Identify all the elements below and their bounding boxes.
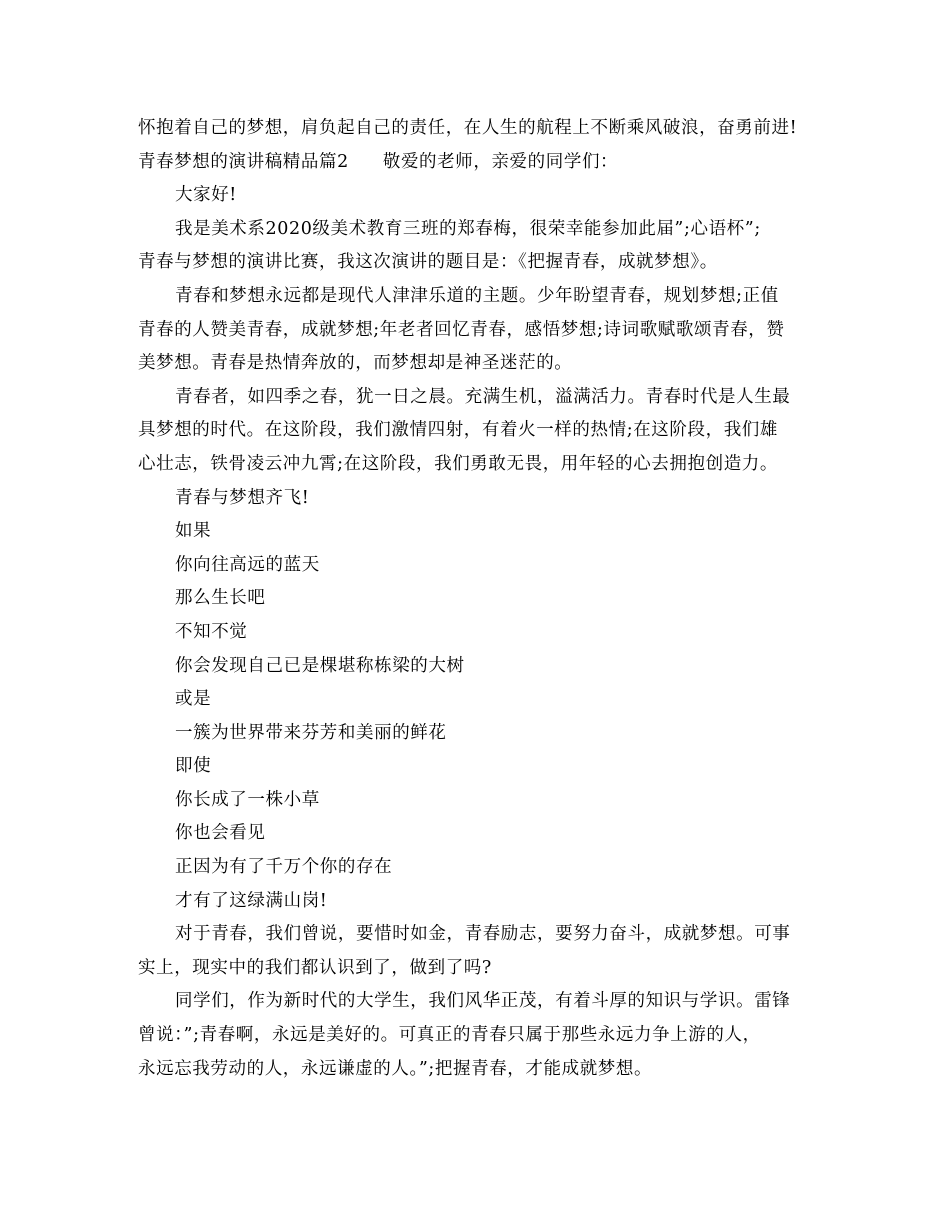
document-body [138, 112, 828, 1086]
poem-line: 青春与梦想齐飞! [175, 487, 310, 508]
paragraph-line: 青春的人赞美青春，成就梦想;年老者回忆青春，感悟梦想;诗词歌赋歌颂青春，赞 [138, 319, 785, 340]
paragraph-line: 青春与梦想的演讲比赛，我这次演讲的题目是：《把握青春，成就梦想》。 [138, 252, 718, 273]
paragraph-line: 具梦想的时代。在这阶段，我们激情四射，有着火一样的热情;在这阶段，我们雄 [138, 420, 778, 441]
salutation: 敬爱的老师，亲爱的同学们： [382, 151, 619, 172]
poem-line: 你长成了一株小草 [175, 789, 320, 810]
poem-line: 如果 [175, 521, 212, 542]
poem-line: 或是 [175, 689, 212, 710]
poem-line: 才有了这绿满山岗! [175, 890, 328, 911]
closing-paragraph-line: 实上，现实中的我们都认识到了，做到了吗? [138, 957, 492, 978]
paragraph-line: 青春者，如四季之春，犹一日之晨。充满生机，溢满活力。青春时代是人生最 [175, 386, 791, 407]
paragraph-line: 美梦想。青春是热情奔放的，而梦想却是神圣迷茫的。 [138, 353, 573, 374]
poem-line: 你会发现自己已是棵堪称栋梁的大树 [175, 655, 465, 676]
opening-line: 怀抱着自己的梦想，肩负起自己的责任，在人生的航程上不断乘风破浪，奋勇前进! [138, 118, 798, 138]
paragraph-line: 我是美术系2020级美术教育三班的郑春梅，很荣幸能参加此届”;心语杯”; [175, 218, 761, 239]
paragraph-line: 心壮志，铁骨凌云冲九霄;在这阶段，我们勇敢无畏，用年轻的心去拥抱创造力。 [138, 453, 778, 474]
poem-line: 那么生长吧 [175, 588, 266, 609]
greeting: 大家好! [175, 185, 237, 206]
paragraph-line: 青春和梦想永远都是现代人津津乐道的主题。少年盼望青春，规划梦想;正值 [175, 285, 779, 306]
poem-line: 一簇为世界带来芬芳和美丽的鲜花 [175, 722, 447, 743]
closing-paragraph-line: 永远忘我劳动的人，永远谦虚的人。”;把握青春，才能成就梦想。 [138, 1058, 653, 1079]
poem-line: 你也会看见 [175, 823, 266, 844]
poem-line: 你向往高远的蓝天 [175, 554, 320, 575]
section-heading-line [138, 146, 828, 180]
poem-line: 即使 [175, 756, 212, 777]
poem-line: 正因为有了千万个你的存在 [175, 857, 393, 878]
closing-paragraph-line: 曾说：”;青春啊，永远是美好的。可真正的青春只属于那些永远力争上游的人， [138, 1025, 761, 1046]
closing-paragraph-line: 对于青春，我们曾说，要惜时如金，青春励志，要努力奋斗，成就梦想。可事 [175, 924, 791, 945]
closing-paragraph-line: 同学们，作为新时代的大学生，我们风华正茂，有着斗厚的知识与学识。雷锋 [175, 991, 791, 1012]
poem-line: 不知不觉 [175, 621, 248, 642]
section-title: 青春梦想的演讲稿精品篇2 [138, 151, 349, 172]
